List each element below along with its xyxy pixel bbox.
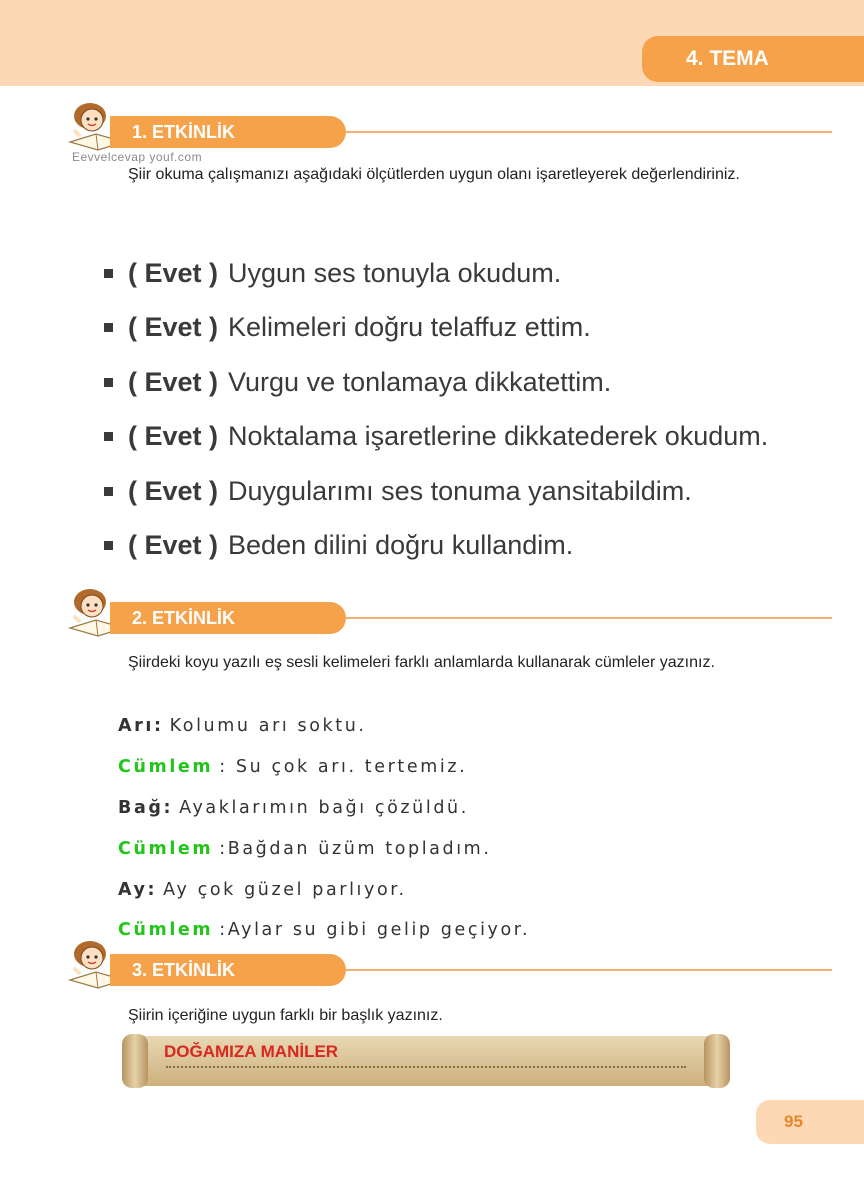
criteria-answer: ( Evet ) [128,312,219,343]
criteria-text: Vurgu ve tonlamaya dikkatettim. [228,366,612,397]
list-item [104,355,768,410]
criteria-text: Uygun ses tonuyla okudum. [228,257,562,288]
answer-title: DOĞAMIZA MANİLER [164,1042,339,1061]
sentence-label: Cümlem [118,838,214,859]
list-item [104,464,768,519]
scroll-curl-left [122,1034,148,1088]
criteria-text: Kelimeleri doğru telaffuz ettim. [228,312,591,343]
criteria-answer: ( Evet ) [128,475,219,506]
activity-2-instruction: Şiirdeki koyu yazılı eş sesli kelimeleri farklı anlamlarda kullanarak cümleler yazınız. [128,654,715,671]
sentence-text: Ayaklarımın bağı çözüldü. [179,797,469,818]
list-item [104,301,768,356]
word-label: Arı: [118,716,164,737]
sentence-text: : Su çok arı. tertemiz. [219,757,468,778]
watermark: Eevvelcevap youf.com [72,150,203,164]
list-item [104,519,768,574]
scroll-curl-right [704,1034,730,1088]
criteria-list [104,246,768,573]
list-item [104,410,768,465]
sentence-label: Cümlem [118,757,214,778]
list-item [104,246,768,301]
word-label: Ay: [118,879,158,900]
activity-1-header [62,112,772,152]
bullet-icon [104,432,113,441]
bullet-icon [104,269,113,278]
list-item [118,910,530,951]
list-item [118,869,530,910]
criteria-answer: ( Evet ) [128,257,219,288]
bullet-icon [104,323,113,332]
word-label: Bağ: [118,797,174,818]
criteria-text: Duygularımı ses tonuma yansitabildim. [228,475,692,506]
sentence-label: Cümlem [118,920,214,941]
list-item [118,828,530,869]
sentence-text: :Bağdan üzüm topladım. [219,838,492,859]
theme-tab: 4. TEMA [642,36,864,82]
activity-3-title: 3. ETKİNLİK [110,954,346,986]
activity-2-title: 2. ETKİNLİK [110,602,346,634]
activity-3-instruction: Şiirin içeriğine uygun farklı bir başlık yazınız. [128,1007,443,1024]
activity-1-rule [346,131,832,133]
criteria-answer: ( Evet ) [128,421,219,452]
sentence-text: :Aylar su gibi gelip geçiyor. [219,920,531,941]
list-item [118,706,530,747]
activity-1-title: 1. ETKİNLİK [110,116,346,148]
sentence-text: Kolumu arı soktu. [169,716,367,737]
bullet-icon [104,487,113,496]
activity-2-header [62,598,772,638]
page-number: 95 [784,1112,803,1131]
activity-2-rule [346,617,832,619]
list-item [118,788,530,829]
criteria-answer: ( Evet ) [128,530,219,561]
bullet-icon [104,541,113,550]
criteria-text: Noktalama işaretlerine dikkatederek okudum. [228,421,769,452]
criteria-text: Beden dilini doğru kullandim. [228,530,574,561]
list-item [118,747,530,788]
criteria-answer: ( Evet ) [128,366,219,397]
activity-1-instruction: Şiir okuma çalışmanızı aşağıdaki ölçütlerden uygun olanı işaretleyerek değerlendiriniz. [128,166,740,183]
activity-3-header [62,950,772,990]
bullet-icon [104,378,113,387]
sentence-list [118,706,530,951]
activity-3-rule [346,969,832,971]
sentence-text: Ay çok güzel parlıyor. [163,879,407,900]
dotted-line [166,1066,686,1068]
page-number-tab [756,1100,864,1144]
answer-scroll [126,1036,726,1086]
